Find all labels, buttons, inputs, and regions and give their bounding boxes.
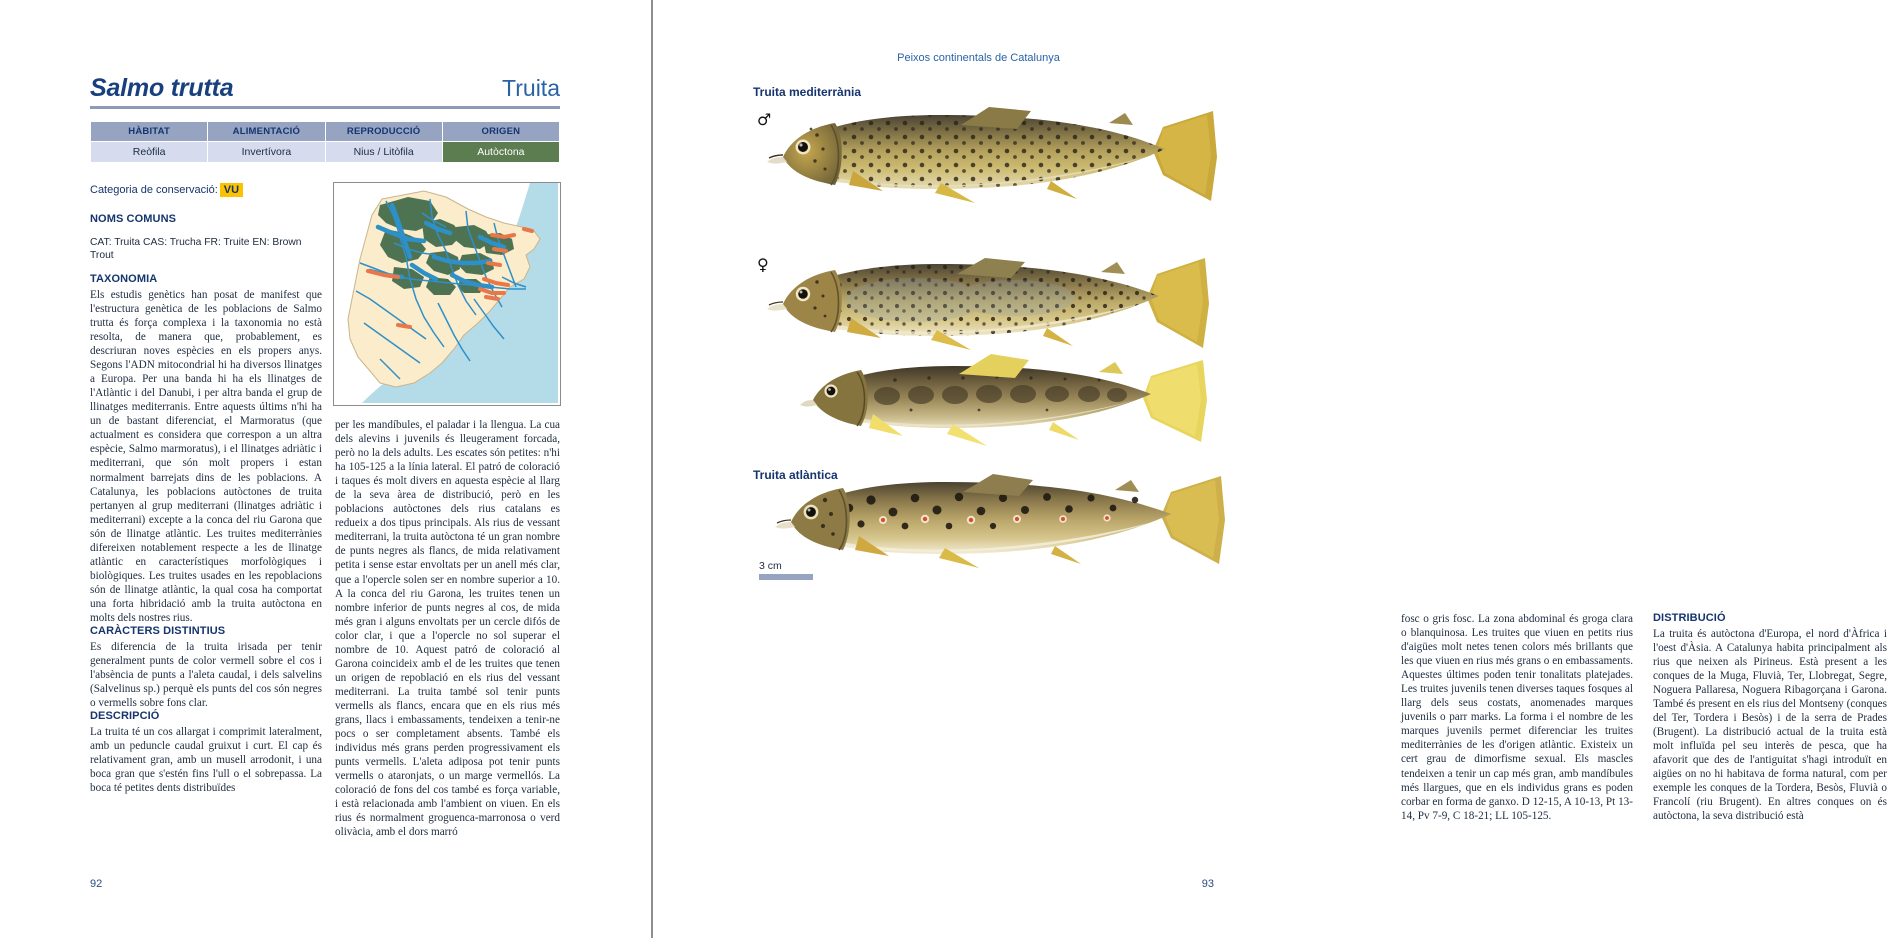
status-badge: VU bbox=[220, 183, 243, 197]
heading-noms-comuns: NOMS COMUNS bbox=[90, 213, 177, 225]
female-symbol-icon: ♀ bbox=[757, 255, 769, 274]
right-column-2 bbox=[1653, 612, 1887, 823]
heading-taxonomia: TAXONOMIA bbox=[90, 273, 158, 286]
traits-header-alimentacio: ALIMENTACIÓ bbox=[208, 122, 325, 142]
left-column-1 bbox=[90, 213, 322, 795]
species-common-name: Truita bbox=[502, 75, 560, 101]
scale-bar bbox=[759, 560, 813, 580]
distribution-map bbox=[333, 182, 561, 406]
right-page bbox=[652, 0, 1887, 938]
right-column-1 bbox=[1401, 612, 1633, 823]
page-number-left: 92 bbox=[90, 878, 103, 890]
traits-header-row bbox=[91, 122, 560, 142]
figure-label-truita-atlantica: Truita atlàntica bbox=[753, 468, 838, 482]
species-header bbox=[90, 74, 560, 109]
traits-value-origen: Autòctona bbox=[442, 142, 559, 163]
left-page bbox=[0, 0, 652, 938]
traits-header-reproduccio: REPRODUCCIÓ bbox=[325, 122, 442, 142]
male-symbol-icon: ♂ bbox=[757, 110, 772, 129]
figure-label-truita-mediterrania: Truita mediterrània bbox=[753, 85, 862, 99]
traits-value-row bbox=[91, 142, 560, 163]
traits-header-habitat: HÀBITAT bbox=[91, 122, 208, 142]
traits-table bbox=[90, 121, 560, 163]
descripcio-continuation-text: fosc o gris fosc. La zona abdominal és groga clara o blanquinosa. Les truites que viuen en petits rius d'aigües molt netes tenen colors més brillants que les que viuen en rius més grans o en embassaments. Aquestes últimes poden tenir tonalitats platejades. Les truites juvenils tenen diverses taques fosques al llarg dels seus costats, anomenades marques juvenils o parr marks. La forma i el nombre de les marques juvenils permet diferenciar les truites mediterrànies de les d'origen atlàntic. Existeix un cert grau de dimorfisme sexual. Els mascles tendeixen a tenir un cap més gran, amb mandíbules més llargues, que en els individus grans es poden corbar en forma de ganxo. D 12-15, A 10-13, Pt 13-14, Pv 7-9, C 18-21; LL 105-125. bbox=[1401, 613, 1633, 822]
scale-bar-rule bbox=[759, 574, 813, 580]
traits-value-habitat: Reòfila bbox=[91, 142, 208, 163]
running-head: Peixos continentals de Catalunya bbox=[897, 52, 1060, 64]
conservation-label: Categoria de conservació: bbox=[90, 184, 218, 196]
fish-illustration-male bbox=[765, 105, 1225, 210]
distribucio-text: La truita és autòctona d'Europa, el nord d'Àfrica i l'oest d'Àsia. A Catalunya habita principalment als rius que neixen als Pirineus. Està present a les conques de la Muga, Fluvià, Ter, Llobregat, Segre, Noguera Pallaresa, Noguera Ribagorçana i Garona. També és present en els rius del Montseny (conques del Ter, Tordera i Besòs) i de la serra de Prades (Brugent). La distribució actual de la truita està molt influïda pel seu interès de pesca, que ha afavorit que des de l'antiguitat s'hagi introduït en aigües on no hi habitava de forma natural, com per exemple les conques de la Tordera, Besòs, Fluvià o Francolí (riu Brugent). En altres conques on és autòctona, la seva distribució està bbox=[1653, 627, 1887, 823]
traits-value-alimentacio: Invertívora bbox=[208, 142, 325, 163]
catalonia-map-svg bbox=[334, 183, 558, 403]
traits-value-reproduccio: Nius / Litòfila bbox=[325, 142, 442, 163]
caracters-distintius-text: Es diferencia de la truita irisada per tenir generalment punts de color vermell sobre el cos i l'absència de punts a l'aleta caudal, i dels salvelins (Salvelinus sp.) perquè els punts del cos són negres o vermells sobre fons clar. bbox=[90, 640, 322, 710]
page-number-right: 93 bbox=[1201, 878, 1214, 890]
traits-header-origen: ORIGEN bbox=[442, 122, 559, 142]
descripcio-text-col1: La truita té un cos allargat i comprimit lateralment, amb un peduncle caudal gruixut i curt. El cap és relativament gran, amb un musell arrodonit, i una boca gran que s'estén fins l'ull o el sobrepassa. La boca té petites dents distribuïdes bbox=[90, 725, 322, 795]
species-latin-name: Salmo trutta bbox=[90, 74, 234, 102]
heading-distribucio: DISTRIBUCIÓ bbox=[1653, 612, 1726, 624]
common-names-text: CAT: Truita CAS: Trucha FR: Truite EN: Brown Trout bbox=[90, 237, 302, 261]
taxonomia-text: Els estudis genètics han posat de manifest que l'estructura genètica de les poblacions de Salmo trutta és força complexa i la taxonomia no està resolta, de manera que, probablement, es descriuran noves espècies en els propers anys. Segons l'ADN mitocondrial hi ha diversos llinatges a Europa. Per una banda hi ha els llinatges de l'Atlàntic i del Danubi, i per altra banda el grup de llinatges mediterranis. Entre aquests últims n'hi ha un de bastant diferenciat, el Marmoratus (que actualment es considera que correspon a un altra espècie, Salmo marmoratus), i el llinatges adriàtic i mediterrani, que són molt propers i estan normalment barrejats dins de les poblacions. A Catalunya, les poblacions autòctones de truita pertanyen al grup mediterrani (llinatges adriàtic i mediterrani) excepte a la conca del riu Garona que són de llinatge atlàntic. Les truites mediterrànies difereixen notablement respecte a les de llinatge atlàntic en característiques morfològiques i biològiques. Les truites usades en les repoblacions són de llinatge atlàntic, la qual cosa ha comportat una forta hibridació amb la truita autòctona en molts dels nostres rius. bbox=[90, 288, 322, 624]
fish-illustration-female bbox=[765, 250, 1215, 360]
scale-bar-label: 3 cm bbox=[759, 560, 782, 572]
heading-descripcio: DESCRIPCIÓ bbox=[90, 710, 160, 723]
conservation-status-line bbox=[90, 184, 243, 196]
left-column-2 bbox=[335, 418, 560, 839]
descripcio-text-col2: per les mandíbules, el paladar i la llengua. La cua dels alevins i juvenils és lleugerament forcada, però no la dels adults. Les escates són petites: n'hi ha 105-125 a la línia lateral. El patró de coloració i taques és molt divers en aquesta espècie al llarg de la seva àrea de distribució, però en les poblacions autòctones dels rius catalans es redueix a dos tipus principals. Als rius de vessant mediterrani, la truita autòctona té un gran nombre de punts negres als flancs, de mida relativament petita i sense estar envoltats per un anell més clar, que a l'opercle solen ser en nombre superior a 10. A la conca del riu Garona, les truites tenen un nombre inferior de punts negres al cos, de mida més gran i alguns envoltats per un cercle difós de color clar, i que a l'opercle no sol superar el nombre de 10. Aquest patró de coloració al Garona coincideix amb el de les truites que tenen un origen de repoblació en els rius del vessant mediterrani. La truita també sol tenir punts vermells als flancs, encara que en els rius més grans, llacs i embassaments, tendeixen a tenir-ne pocs o ser completament absents. També els individus més grans perden progressivament els punts vermells. L'aleta adiposa pot tenir punts vermells o ataronjats, o un marge vermellós. La coloració de fons del cos també es força variable, i està relacionada amb l'ambient on viuen. En els rius és normalment groguenca-marronosa o verd olivàcia, amb el dors marró bbox=[335, 419, 560, 839]
fish-illustration-atlantic bbox=[775, 466, 1235, 576]
fish-illustration-juvenile bbox=[799, 348, 1219, 453]
heading-caracters-distintius: CARÀCTERS DISTINTIUS bbox=[90, 625, 226, 638]
